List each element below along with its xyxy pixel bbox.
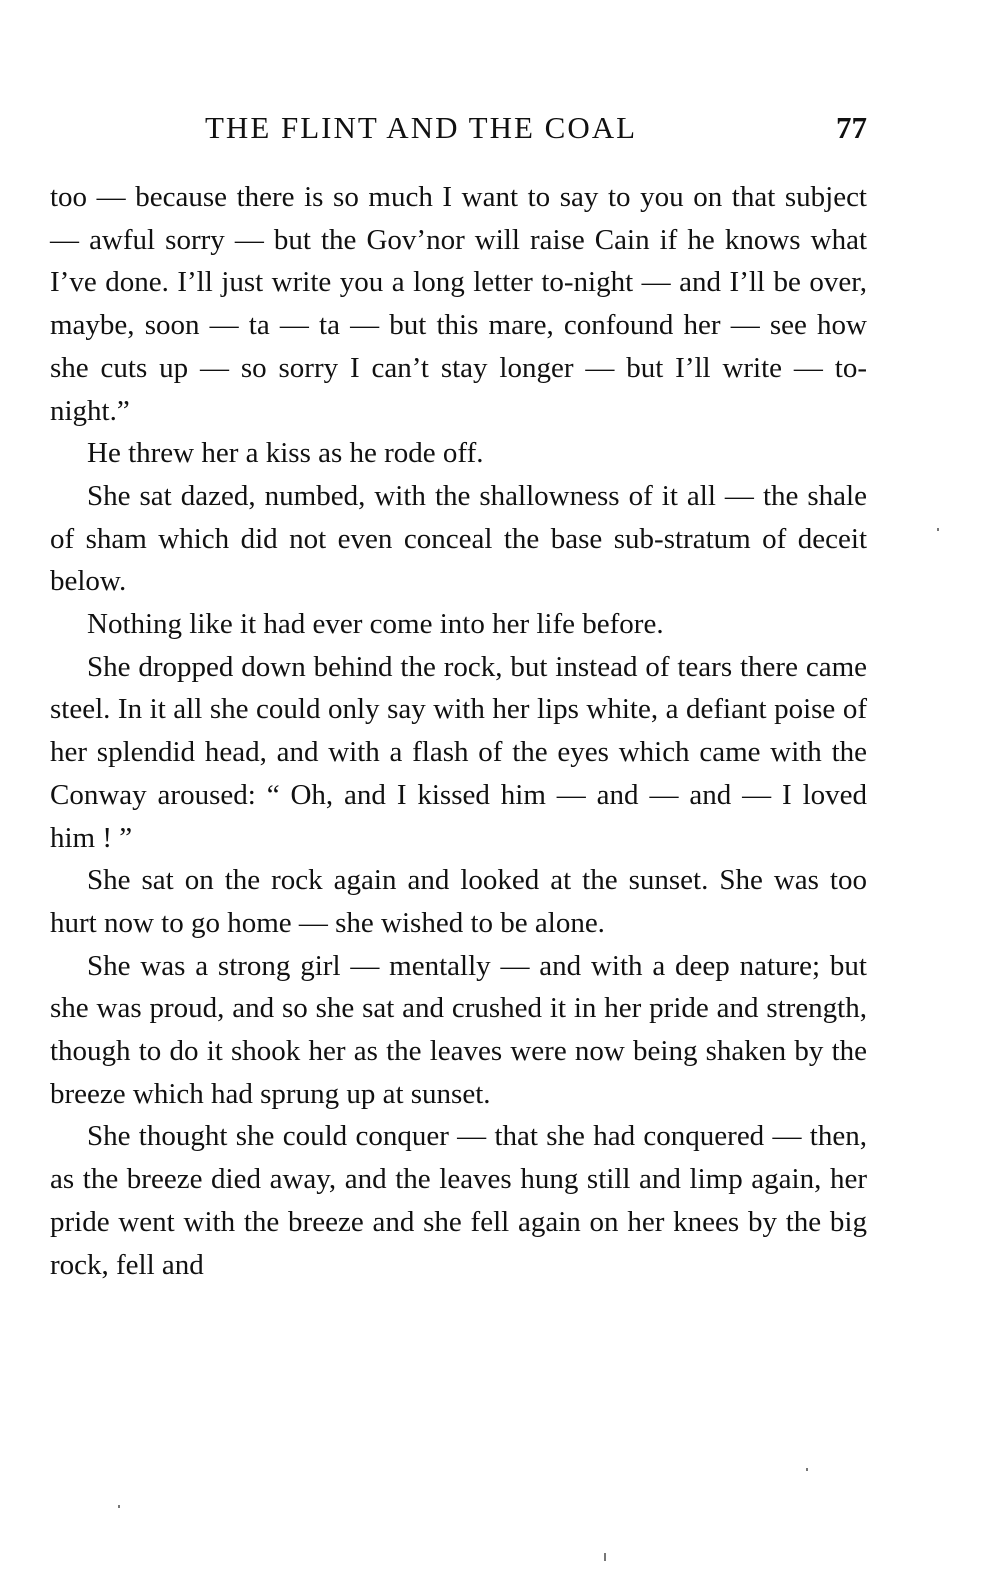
running-head bbox=[50, 110, 867, 156]
paragraph: She dropped down behind the rock, but instead of tears there came steel. In it all she could only say with her lips white, a defiant poise of her splendid head, and with a flash of the eyes which came with the Conway aroused: “ Oh, and I kissed him — and — and — I loved him ! ” bbox=[50, 650, 867, 854]
book-page bbox=[50, 110, 867, 1286]
scan-speck bbox=[806, 1468, 808, 1471]
page-number: 77 bbox=[836, 110, 867, 145]
paragraph-last: She thought she could conquer — that she had conquered — then, as the breeze died away, and the leaves hung still and limp again, her pride went with the breeze and she fell again on her knees by the big rock, fell and bbox=[50, 1120, 867, 1281]
paragraph-continued: too — because there is so much I want to say to you on that subject — awful sorry — but the Gov’nor will raise Cain if he knows what I’ve done. I’ll just write you a long letter to-night — and I’ll be over, maybe, soon — ta — ta — but this mare, confound her — see how she cuts up — so sorry I can’t stay longer — but I’ll write — to-night.” bbox=[50, 181, 867, 427]
body-text bbox=[50, 176, 867, 1286]
scan-speck bbox=[118, 1505, 120, 1508]
paragraph: She sat dazed, numbed, with the shallowness of it all — the shale of sham which did not even conceal the base sub-stratum of deceit below. bbox=[50, 479, 867, 598]
paragraph: Nothing like it had ever come into her life before. bbox=[87, 608, 664, 641]
scan-speck bbox=[937, 528, 939, 531]
paragraph: She was a strong girl — mentally — and with a deep nature; but she was proud, and so she sat and crushed it in her pride and strength, though to do it shook her as the leaves were now being shaken by the breeze which had sprung up at sunset. bbox=[50, 949, 867, 1110]
running-title: THE FLINT AND THE COAL bbox=[205, 110, 638, 145]
paragraph: She sat on the rock again and looked at the sunset. She was too hurt now to go home — she wished to be alone. bbox=[50, 864, 867, 939]
paragraph: He threw her a kiss as he rode off. bbox=[87, 437, 484, 470]
scan-speck bbox=[604, 1553, 606, 1561]
